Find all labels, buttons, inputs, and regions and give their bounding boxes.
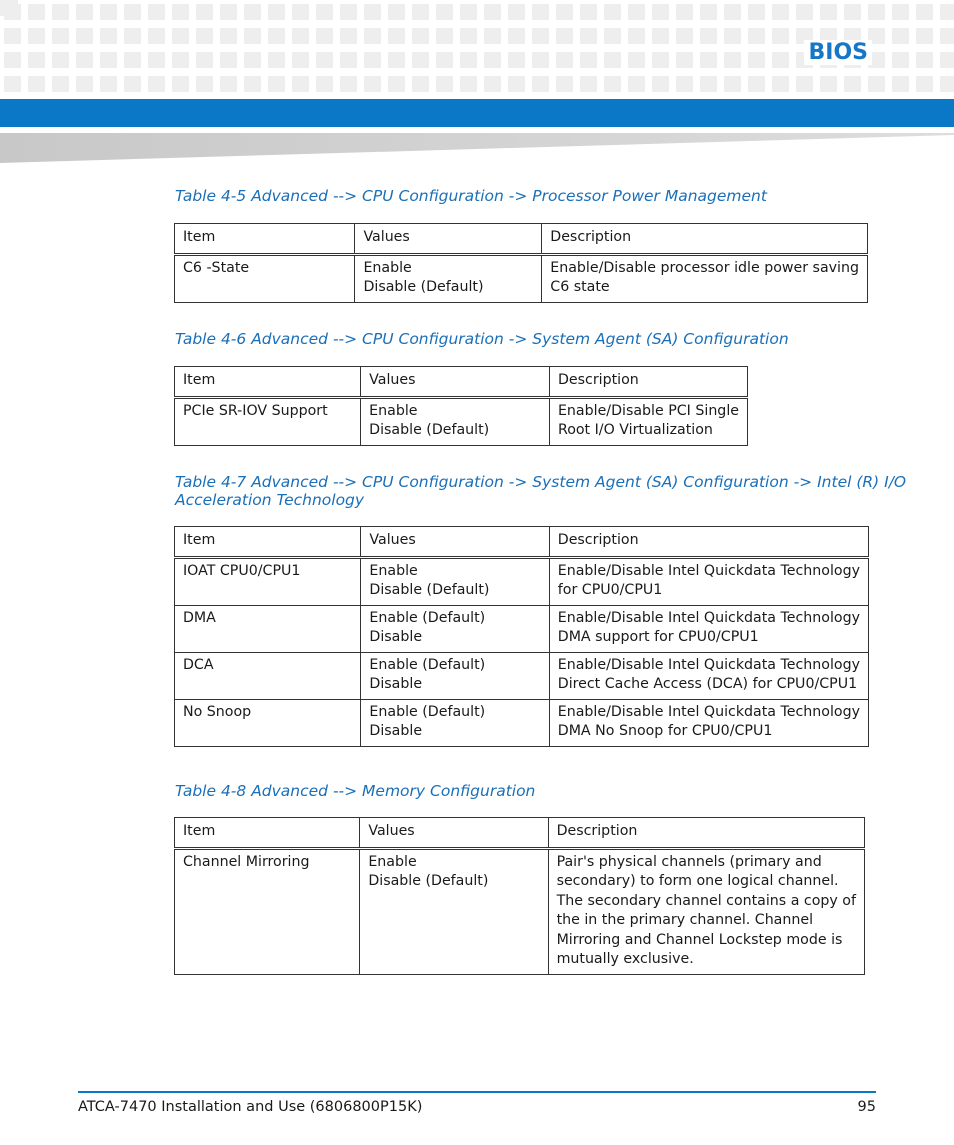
- row-description: [542, 254, 868, 302]
- header-values: Values: [355, 224, 542, 255]
- row-values: [355, 254, 542, 302]
- table-header-row: [175, 367, 748, 398]
- header-grey-swoosh: [0, 127, 954, 167]
- row-values: [361, 652, 549, 699]
- table-system-agent: [174, 366, 748, 446]
- header-blue-band: [0, 99, 954, 127]
- header-description: Description: [548, 818, 864, 849]
- table-row: [175, 652, 869, 699]
- table-caption: Table 4-8 Advanced --> Memory Configuration: [175, 782, 536, 800]
- value-line: Disable (Default): [369, 422, 490, 438]
- table-processor-power: [174, 223, 868, 303]
- description-line: Pair's physical channels (primary and: [556, 853, 822, 870]
- caption-line: Table 4-7 Advanced --> CPU Configuration -> System Agent (SA) Configuration -> Intel (R) I/O: [175, 473, 907, 491]
- value-line: Enable: [369, 402, 418, 419]
- row-item: DMA: [175, 605, 361, 652]
- table-row: [175, 397, 748, 445]
- header-item: Item: [175, 367, 361, 398]
- value-line: Enable (Default): [369, 656, 486, 673]
- table-io-acceleration: [174, 526, 869, 747]
- row-description: [548, 848, 864, 974]
- page-number: 95: [857, 1099, 876, 1115]
- description-line: DMA support for CPU0/CPU1: [557, 629, 759, 645]
- description-line: Root I/O Virtualization: [557, 422, 713, 438]
- description-line: The secondary channel contains a copy of: [556, 892, 856, 909]
- row-description: [549, 557, 868, 605]
- section-title: BIOS: [804, 40, 872, 65]
- header-values: Values: [361, 367, 550, 398]
- table-header-row: [175, 527, 869, 558]
- value-line: Disable: [369, 676, 423, 692]
- row-values: [361, 605, 549, 652]
- row-description: [549, 652, 868, 699]
- table-row: [175, 699, 869, 746]
- header-item: Item: [175, 224, 355, 255]
- row-item: No Snoop: [175, 699, 361, 746]
- value-line: Enable: [369, 562, 418, 579]
- header-item: Item: [175, 818, 360, 849]
- description-line: C6 state: [550, 279, 610, 295]
- value-line: Disable: [369, 629, 423, 645]
- row-description: [549, 605, 868, 652]
- description-line: DMA No Snoop for CPU0/CPU1: [557, 723, 773, 739]
- table-caption: Table 4-6 Advanced --> CPU Configuration -> System Agent (SA) Configuration: [175, 330, 789, 348]
- table-caption: [175, 473, 907, 509]
- description-line: Enable/Disable Intel Quickdata Technology: [557, 703, 860, 720]
- row-item: Channel Mirroring: [175, 848, 360, 974]
- table-memory-configuration: [174, 817, 865, 975]
- row-item: PCIe SR-IOV Support: [175, 397, 361, 445]
- table-caption: Table 4-5 Advanced --> CPU Configuration -> Processor Power Management: [175, 187, 767, 205]
- footer-rule: [78, 1091, 876, 1093]
- description-line: Enable/Disable Intel Quickdata Technology: [557, 562, 860, 579]
- row-description: [549, 397, 747, 445]
- header-values: Values: [361, 527, 549, 558]
- header-item: Item: [175, 527, 361, 558]
- row-values: [361, 397, 550, 445]
- table-row: [175, 605, 869, 652]
- description-line: Mirroring and Channel Lockstep mode is: [556, 931, 843, 948]
- value-line: Enable (Default): [369, 609, 486, 626]
- caption-line: Acceleration Technology: [175, 491, 365, 509]
- row-values: [361, 557, 549, 605]
- value-line: Disable: [369, 723, 423, 739]
- header-values: Values: [360, 818, 548, 849]
- row-item: IOAT CPU0/CPU1: [175, 557, 361, 605]
- table-row: [175, 848, 865, 974]
- description-line: Enable/Disable processor idle power saving: [550, 259, 859, 276]
- description-line: the in the primary channel. Channel: [556, 912, 814, 928]
- value-line: Enable: [368, 853, 417, 870]
- row-item: DCA: [175, 652, 361, 699]
- value-line: Disable (Default): [369, 582, 490, 598]
- description-line: mutually exclusive.: [556, 951, 694, 967]
- value-line: Enable (Default): [369, 703, 486, 720]
- row-item: C6 -State: [175, 254, 355, 302]
- table-header-row: [175, 818, 865, 849]
- row-values: [361, 699, 549, 746]
- description-line: for CPU0/CPU1: [557, 582, 663, 598]
- description-line: Enable/Disable PCI Single: [557, 402, 739, 419]
- table-row: [175, 557, 869, 605]
- header-description: Description: [542, 224, 868, 255]
- row-values: [360, 848, 548, 974]
- description-line: Direct Cache Access (DCA) for CPU0/CPU1: [557, 676, 858, 692]
- row-description: [549, 699, 868, 746]
- value-line: Disable (Default): [363, 279, 484, 295]
- value-line: Enable: [363, 259, 412, 276]
- description-line: secondary) to form one logical channel.: [556, 873, 839, 889]
- footer-doc-title: ATCA-7470 Installation and Use (6806800P15K): [78, 1099, 423, 1115]
- header-description: Description: [549, 367, 747, 398]
- header-description: Description: [549, 527, 868, 558]
- description-line: Enable/Disable Intel Quickdata Technology: [557, 609, 860, 626]
- table-header-row: [175, 224, 868, 255]
- table-row: [175, 254, 868, 302]
- description-line: Enable/Disable Intel Quickdata Technology: [557, 656, 860, 673]
- value-line: Disable (Default): [368, 873, 489, 889]
